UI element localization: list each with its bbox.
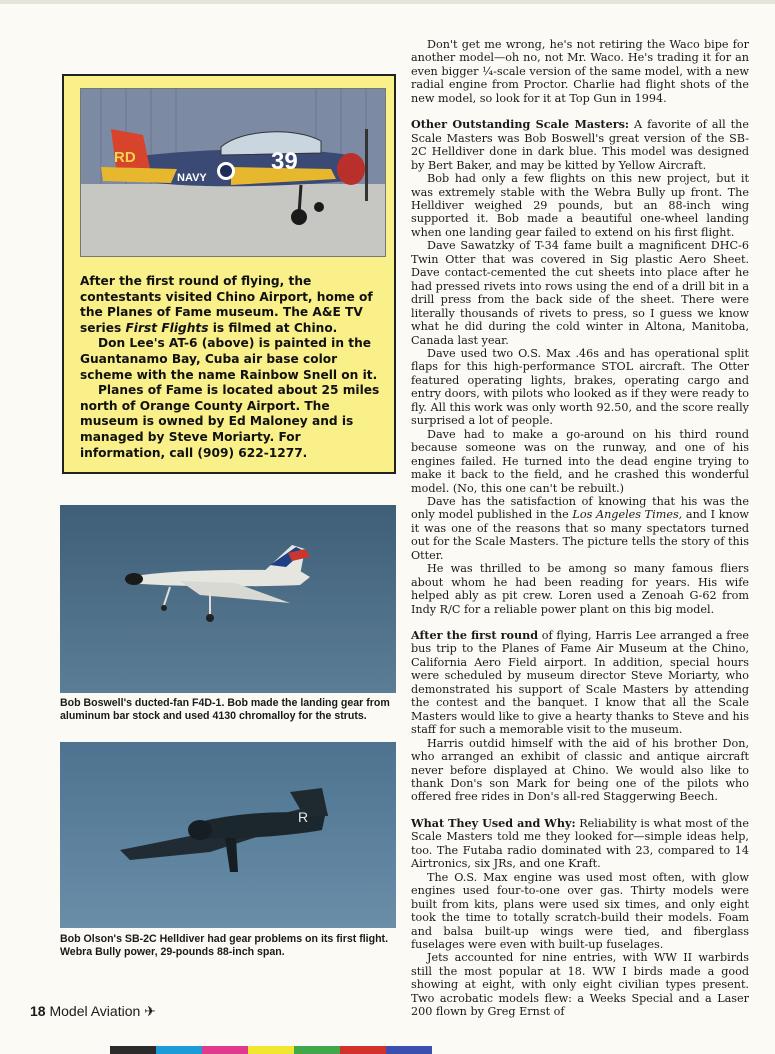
article-paragraph: He was thrilled to be among so many famous fliers about whom he had been reading for years. His wife helped ably as pit crew. Loren used a Zenoah G-62 from Indy R/C for a reliable power plant on this big model. <box>411 562 749 616</box>
sidebar-paragraph-1 <box>80 274 384 336</box>
article-text: Reliability is what most of the Scale Masters told me they looked for—simple ideas help, too. The Futaba radio dominated with 23, compared to 14 Airtronics, six JRs, and one Kraft. <box>411 816 749 871</box>
article-paragraph: Dave used two O.S. Max .46s and has operational split flaps for this high-performance STOL aircraft. The Otter featured operating lights, brakes, operating cargo and entry doors, with pilots who looked as if they were ready to fly. All this work was only worth 92.50, and the score really surprised a lot of people. <box>411 346 749 428</box>
sb2c-photo <box>60 742 396 928</box>
print-color-bar <box>110 1046 432 1054</box>
f4d-photo <box>60 505 396 693</box>
article-italic: Los Angeles Times, <box>572 508 683 522</box>
sidebar-box <box>62 74 396 474</box>
article-paragraph: The O.S. Max engine was used most often, with glow engines used four-to-one over gas. Thirty models were built from kits, plans were used six times, and only eight took the time to totally scratch-build their models. Foam and balsa built-up wings were tied, and fiberglass fuselages were even with built-up fuselages. <box>411 870 749 951</box>
section-heading: Other Outstanding Scale Masters: <box>411 117 630 132</box>
at6-photo <box>80 88 386 257</box>
f4d-caption: Bob Boswell's ducted-fan F4D-1. Bob made the landing gear from aluminum bar stock and used 4130 chromalloy for the struts. <box>60 697 390 723</box>
article-paragraph <box>411 118 749 172</box>
article-paragraph: Don't get me wrong, he's not retiring the Waco bipe for another model—oh no, not Mr. Waco. He's trading it for an even bigger ¼-scale version of the same model, with a new radial engine from Proctor. Charlie had flight shots of the new model, so look for it at Top Gun in 1994. <box>411 38 749 105</box>
section-heading: After the first round <box>411 628 539 643</box>
article-paragraph: Harris outdid himself with the aid of his brother Don, who arranged an exhibit of classic and antique aircraft never before displayed at Chino. We would also like to thank Don's son Mark for being one of the pilots who offered free rides in Don's all-red Staggerwing Beech. <box>411 736 749 804</box>
svg-text:R: R <box>298 809 309 825</box>
page-number: 18 <box>30 1003 46 1019</box>
plane-arrow-icon: ✈ <box>144 1003 156 1019</box>
article-paragraph: Bob had only a few flights on this new project, but it was extremely stable with the Webra Bully up front. The Helldiver weighed 29 pounds, but an 88-inch wing supported it. Bob made a beautiful one-wheel landing when one landing gear failed to extend on his first flight. <box>411 172 749 239</box>
sidebar-p1-text: After the first round of flying, the contestants visited Chino Airport, home of the Planes of Fame museum. The A&E TV series <box>80 274 373 335</box>
sb2c-caption: Bob Olson's SB-2C Helldiver had gear problems on its first flight. Webra Bully power, 29-pounds 88-inch span. <box>60 933 389 959</box>
article-text: and I know it was one of the reasons that so many spectators turned out for the Scale Masters. The picture tells the story of this Otter. <box>411 508 750 562</box>
article-paragraph <box>411 495 749 562</box>
article-paragraph <box>411 817 749 871</box>
tail-code-text: RD <box>114 149 136 166</box>
section-heading: What They Used and Why: <box>411 815 576 830</box>
sidebar-p1-end: is filmed at Chino. <box>208 320 338 335</box>
fuselage-number-text: 39 <box>271 148 298 175</box>
sidebar-paragraph-3: Planes of Fame is located about 25 miles north of Orange County Airport. The museum is owned by Ed Maloney and is managed by Steve Moriarty. For information, call (909) 622-1277. <box>80 383 380 460</box>
article-text: A favorite of all the Scale Masters was Bob Boswell's great version of the SB-2C Helldiver done in dark blue. This model was designed by Bert Baker, and may be kitted by Yellow Aircraft. <box>411 118 750 172</box>
article-paragraph <box>411 629 749 737</box>
article-text: Dave has the satisfaction of knowing that his was the only model published in the <box>411 494 749 522</box>
sidebar-text <box>80 274 384 461</box>
navy-text: NAVY <box>177 172 207 184</box>
page-footer <box>30 1003 156 1020</box>
article-text: of flying, Harris Lee arranged a free bus trip to the Planes of Fame Air Museum at the Chino, California Aero Field airport. In addition, special hours were scheduled by museum director Steve Moriarty, who demonstrated his support of Scale Masters by attending the contest and the banquet. I know that all the Scale Masters would like to give a hearty thanks to Steve and his staff for such a memorable visit to the museum. <box>411 629 749 737</box>
sidebar-p1-italic: First Flights <box>125 320 209 335</box>
article-paragraph: Dave Sawatzky of T-34 fame built a magnificent DHC-6 Twin Otter that was covered in Sig plastic Aero Sheet. Dave contact-cemented the cut sheets into place after he had pressed rivets into rows using the end of a drill bit in a drill press from the back side of the sheet. There were literally thousands of rivets to press, so I guess we know what he did during the cold winter in Altona, Manitoba, Canada last year. <box>411 239 749 347</box>
article-column <box>411 38 749 1019</box>
magazine-name: Model Aviation <box>49 1003 141 1019</box>
article-paragraph: Dave had to make a go-around on his third round because someone was on the runway, and one of his engines failed. He turned into the dead engine trying to make it back to the field, and he crashed this wonderful model. (No, this one can't be rebuilt.) <box>411 427 749 495</box>
article-paragraph: Jets accounted for nine entries, with WW II warbirds still the most popular at 18. WW I birds made a good showing at eight, with only eight civilian types present. Two acrobatic models flew: a Weeks Special and a Laser 200 flown by Greg Ernst of <box>411 951 749 1019</box>
sidebar-paragraph-2: Don Lee's AT-6 (above) is painted in the Guantanamo Bay, Cuba air base color scheme with the name Rainbow Snell on it. <box>80 336 378 382</box>
page-edge <box>0 0 775 4</box>
